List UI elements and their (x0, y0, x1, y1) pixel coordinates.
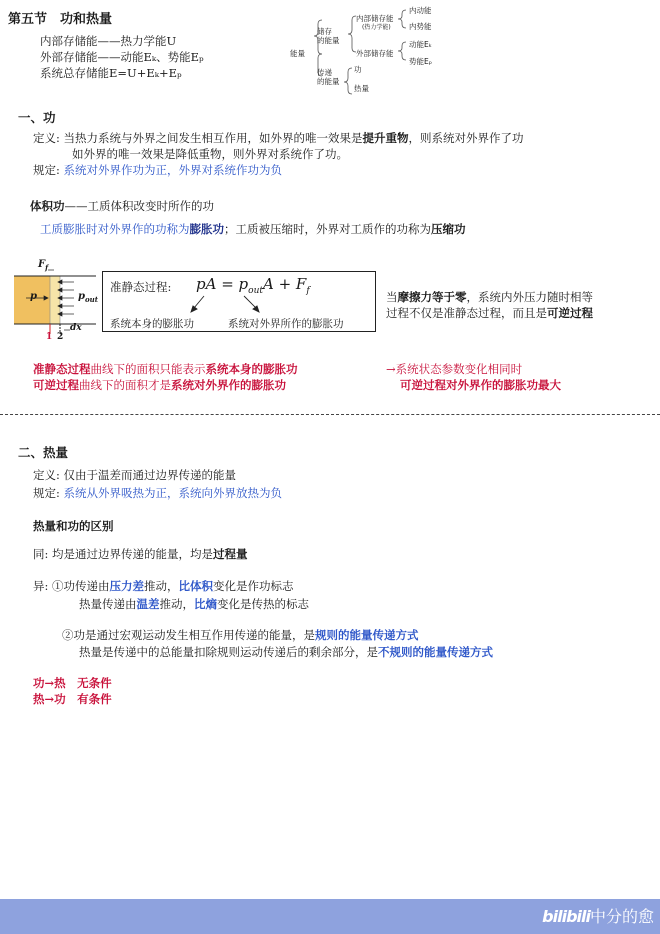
bilibili-logo: bilibili (542, 907, 590, 926)
heat-work-difference-heading: 热量和功的区别 (33, 519, 114, 533)
work-definition: 定义: 当热力系统与外界之间发生相互作用，如外界的唯一效果是提升重物，则系统对外界作了功 (33, 131, 524, 145)
reversible-area-note: 可逆过程曲线下的面积才是系统对外界作的膨胀功 (33, 378, 286, 392)
volume-work-heading: 体积功——工质体积改变时所作的功 (30, 199, 214, 213)
difference-line-1: 异: ①功传递由压力差推动，比体积变化是作功标志 (33, 579, 294, 593)
external-energy-line: 外部存储能——动能Eₖ、势能Eₚ (40, 50, 204, 64)
difference-line-2: 热量传递由温差推动，比熵变化是传热的标志 (79, 597, 309, 611)
work-rule: 规定: 系统对外界作功为正，外界对系统作功为负 (33, 163, 283, 177)
quasistatic-area-note: 准静态过程曲线下的面积只能表示系统本身的膨胀功 (33, 362, 298, 376)
tree-internal: 内部储存能 (356, 14, 394, 23)
heat-to-work-note: 热→功 有条件 (33, 692, 112, 706)
author-name: 中分的愈 (589, 907, 654, 926)
position-2-label: 2 (57, 332, 64, 342)
external-expansion-work-note: 系统对外界所作的膨胀功 (228, 318, 344, 330)
internal-energy-line: 内部存储能——热力学能U (40, 34, 177, 48)
tree-ke: 动能Eₖ (409, 40, 432, 49)
tree-work: 功 (354, 65, 362, 74)
tree-heat: 热量 (354, 84, 369, 93)
position-1-label: 1 (46, 332, 53, 342)
dx-label: dx (70, 323, 82, 333)
section-work-heading: 一、功 (18, 110, 56, 125)
similarity-line: 同: 均是通过边界传递的能量，均是过程量 (33, 547, 248, 561)
section-divider (0, 414, 660, 415)
tree-pe: 势能Eₚ (409, 57, 432, 66)
heat-definition: 定义: 仅由于温差而通过边界传递的能量 (33, 468, 237, 482)
watermark (542, 904, 654, 927)
pressure-p-label: p (30, 291, 37, 302)
pressure-out-label: $p_{out}$ (78, 291, 98, 304)
expansion-compression-line: 工质膨胀时对外界作的功称为膨胀功；工质被压缩时，外界对工质作的功称为压缩功 (40, 222, 466, 236)
equation-label: 准静态过程: (110, 280, 172, 294)
equation-arrows (180, 294, 300, 316)
work-to-heat-note: 功→热 无条件 (33, 676, 112, 690)
difference-line-3: ②功是通过宏观运动发生相互作用传递的能量，是规则的能量传递方式 (62, 628, 419, 642)
page-title: 第五节 功和热量 (8, 12, 113, 27)
work-definition-2: 如外界的唯一效果是降低重物，则外界对系统作了功。 (72, 147, 348, 161)
max-expansion-work-note: 可逆过程对外界作的膨胀功最大 (400, 378, 561, 392)
heat-rule: 规定: 系统从外界吸热为正，系统向外界放热为负 (33, 486, 283, 500)
tree-ke-inner: 内动能 (409, 6, 432, 15)
section-heat-heading: 二、热量 (18, 445, 69, 460)
total-energy-line: 系统总存储能E=U+Eₖ+Eₚ (40, 66, 182, 80)
same-state-change-note: →系统状态参数变化相同时 (386, 362, 523, 376)
tree-transfer: 传递 的能量 (317, 68, 340, 86)
system-expansion-work-note: 系统本身的膨胀功 (110, 318, 194, 330)
tree-external: 外部储存能 (356, 49, 394, 58)
difference-line-4: 热量是传递中的总能量扣除规则运动传递后的剩余部分，是不规则的能量传递方式 (79, 645, 493, 659)
friction-note-1: 当摩擦力等于零，系统内外压力随时相等 (386, 290, 593, 304)
tree-pe-inner: 内势能 (409, 22, 432, 31)
friction-note-2: 过程不仅是准静态过程，而且是可逆过程 (386, 306, 593, 320)
equation-formula: pA = $p_{out}A + F_f$ (196, 275, 310, 296)
tree-internal-note: (热力学能) (362, 24, 391, 31)
tree-stored: 储存 的能量 (317, 27, 340, 45)
friction-force-label: $F_f$ (38, 259, 49, 272)
tree-root: 能量 (290, 49, 305, 58)
